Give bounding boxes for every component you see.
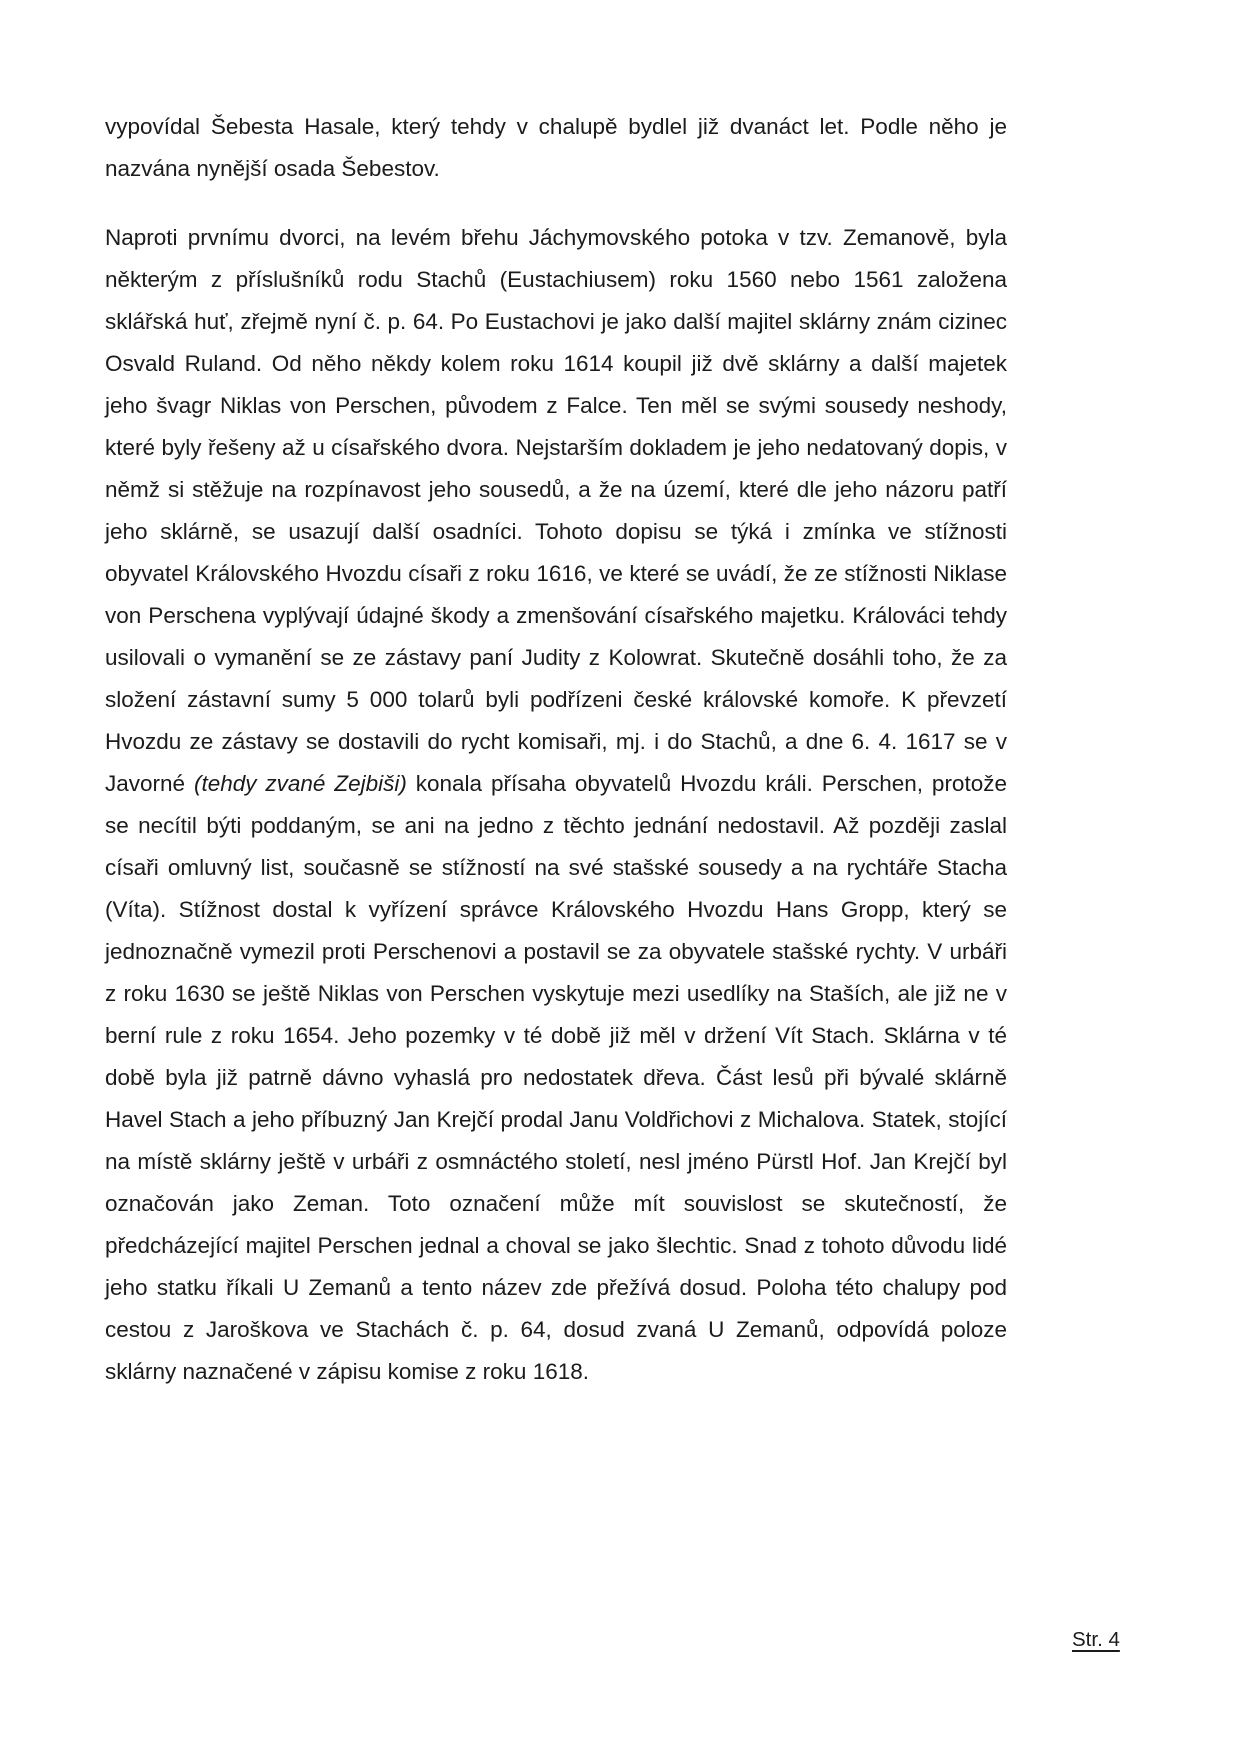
paragraph-main-text-after-italic: konala přísaha obyvatelů Hvozdu králi. Perschen, protože se necítil býti poddaným, se ani na jedno z těchto jednání nedostavil. Až později zaslal císaři omluvný list, současně se stížností na své stašské sousedy a na rychtáře Stacha (Víta). Stížnost dostal k vyřízení správce Královského Hvozdu Hans Gropp, který se jednoznačně vymezil proti Perschenovi a postavil se za obyvatele stašské rychty. V urbáři z roku 1630 se ještě Niklas von Perschen vyskytuje mezi usedlíky na Staších, ale již ne v berní rule z roku 1654. Jeho pozemky v té době již měl v držení Vít Stach. Sklárna v té době byla již patrně dávno vyhaslá pro nedostatek dřeva. Část lesů při bývalé sklárně Havel Stach a jeho příbuzný Jan Krejčí prodal Janu Voldřichovi z Michalova. Statek, stojící na místě sklárny ještě v urbáři z osmnáctého století, nesl jméno Pürstl Hof. Jan Krejčí byl označován jako Zeman. Toto označení může mít souvislost se skutečností, že předcházející majitel Perschen jednal a choval se jako šlechtic. Snad z tohoto důvodu lidé jeho statku říkali U Zemanů a tento název zde přežívá dosud. Poloha této chalupy pod cestou z Jaroškova ve Stachách č. p. 64, dosud zvaná U Zemanů, odpovídá poloze sklárny naznačené v zápisu komise z roku 1618. <box>105 771 1007 1384</box>
paragraph-main-italic-phrase: (tehdy zvané Zejbiši) <box>193 771 407 796</box>
page-body-text <box>105 106 1007 1393</box>
paragraph-main-text-before-italic: Naproti prvnímu dvorci, na levém břehu Jáchymovského potoka v tzv. Zemanově, byla některým z příslušníků rodu Stachů (Eustachiusem) roku 1560 nebo 1561 založena sklářská huť, zřejmě nyní č. p. 64. Po Eustachovi je jako další majitel sklárny znám cizinec Osvald Ruland. Od něho někdy kolem roku 1614 koupil již dvě sklárny a další majetek jeho švagr Niklas von Perschen, původem z Falce. Ten měl se svými sousedy neshody, které byly řešeny až u císařského dvora. Nejstarším dokladem je jeho nedatovaný dopis, v němž si stěžuje na rozpínavost jeho sousedů, a že na území, které dle jeho názoru patří jeho sklárně, se usazují další osadníci. Tohoto dopisu se týká i zmínka ve stížnosti obyvatel Královského Hvozdu císaři z roku 1616, ve které se uvádí, že ze stížnosti Niklase von Perschena vyplývají údajné škody a zmenšování císařského majetku. Králováci tehdy usilovali o vymanění se ze zástavy paní Judity z Kolowrat. Skutečně dosáhli toho, že za složení zástavní sumy 5 000 tolarů byli podřízeni české královské komoře. K převzetí Hvozdu ze zástavy se dostavili do rycht komisaři, mj. i do Stachů, a dne 6. 4. 1617 se v Javorné <box>105 225 1007 796</box>
paragraph-main <box>105 217 1007 1393</box>
paragraph-intro: vypovídal Šebesta Hasale, který tehdy v chalupě bydlel již dvanáct let. Podle něho je nazvána nynější osada Šebestov. <box>105 114 1007 181</box>
page-number: Str. 4 <box>1072 1628 1120 1651</box>
